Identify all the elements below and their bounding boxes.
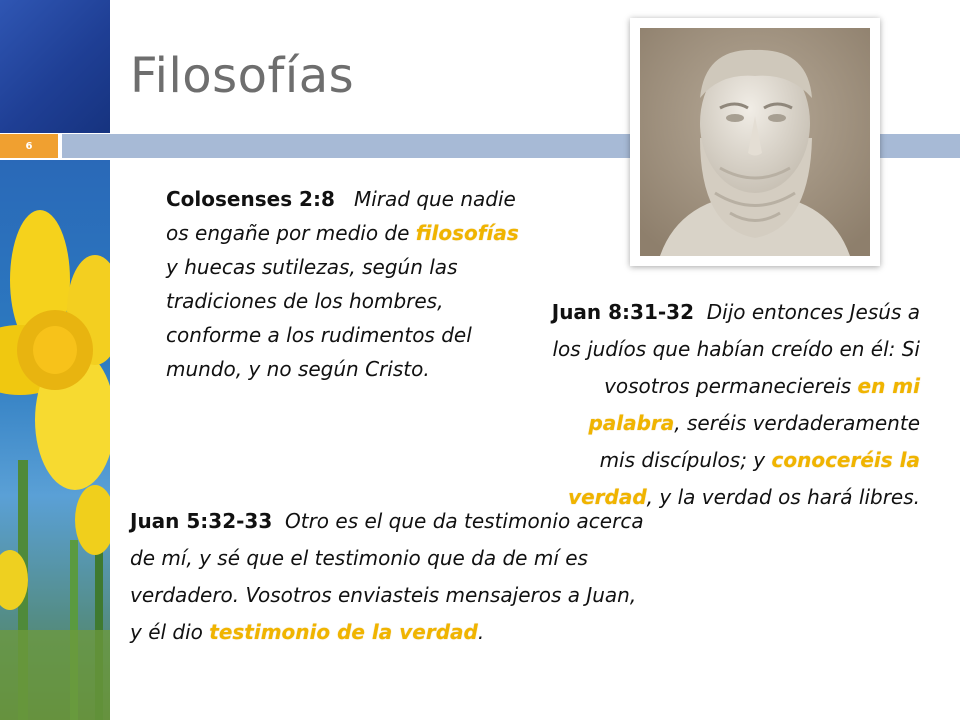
- verse-reference: Juan 5:32-33: [130, 509, 273, 533]
- verse-text: Otro es el que da testimonio acerca de mí, y sé que el testimonio que da de mí es verdadero. Vosotros enviasteis mensajeros a Juan, y él dio: [130, 509, 644, 644]
- portrait-photo: [630, 18, 880, 266]
- verse-highlight: en mi palabra: [588, 374, 920, 435]
- verse-juan-5: [130, 503, 650, 651]
- daffodil-flower: [0, 210, 110, 490]
- verse-text: .: [477, 620, 485, 644]
- verse-reference: Juan 8:31-32: [551, 300, 695, 324]
- verse-text: Mirad que nadie os engañe por medio de: [166, 187, 516, 245]
- marble-bust-image: [640, 28, 870, 256]
- verse-colosenses: [166, 182, 536, 386]
- verse-highlight: filosofías: [415, 221, 519, 245]
- verse-text: y huecas sutilezas, según las tradiciones de los hombres, conforme a los rudimentos del mundo, y no según Cristo.: [166, 255, 472, 381]
- verse-text: , seréis verdaderamente mis discípulos; y: [599, 411, 920, 472]
- daffodil-image: [0, 160, 110, 720]
- verse-reference: Colosenses 2:8: [166, 187, 335, 211]
- daffodil-illustration: [0, 160, 110, 720]
- verse-text: Dijo entonces Jesús a los judíos que habían creído en él: Si vosotros permaneciereis: [552, 300, 920, 398]
- verse-juan-8: [548, 294, 920, 516]
- page-title: Filosofías: [130, 48, 355, 104]
- title-accent-block: [0, 0, 110, 133]
- verse-text: , y la verdad os hará libres.: [646, 485, 920, 509]
- daffodil-flower: [0, 485, 110, 610]
- verse-highlight: conoceréis la verdad: [568, 448, 920, 509]
- verse-highlight: testimonio de la verdad: [209, 620, 478, 644]
- slide-number: 6: [0, 134, 58, 158]
- foliage: [0, 630, 110, 720]
